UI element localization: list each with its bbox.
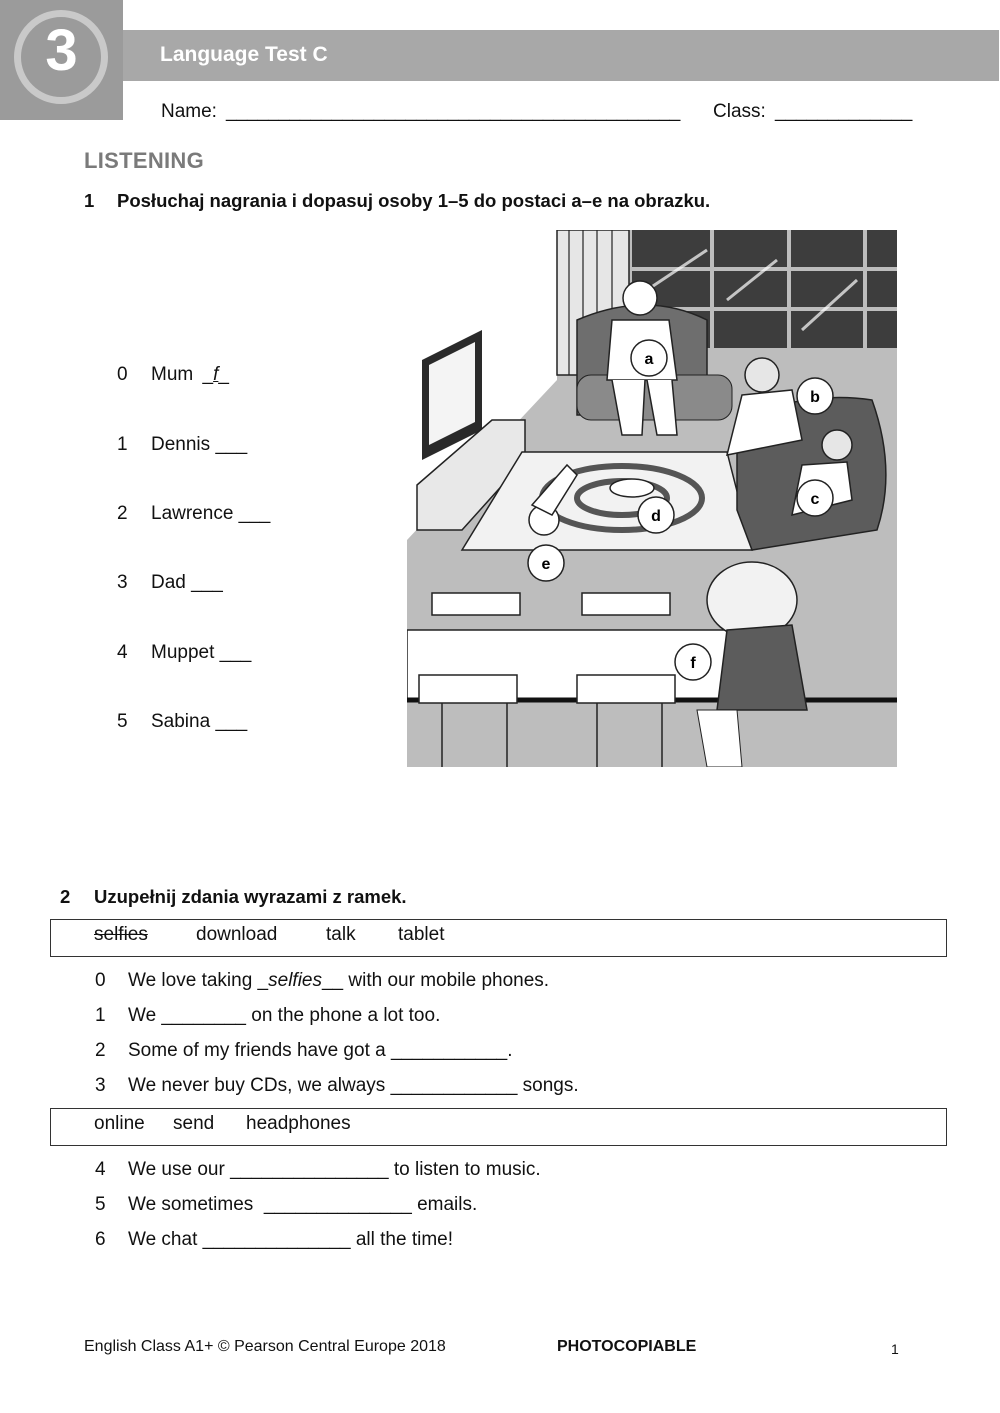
sentence-answer: selfies xyxy=(268,970,322,991)
class-label: Class: xyxy=(713,101,766,122)
sentence-1[interactable] xyxy=(95,1005,895,1029)
sentence-text: We ________ on the phone a lot too. xyxy=(128,1005,441,1026)
sentence-text: We use our _______________ to listen to music. xyxy=(128,1159,541,1180)
person-b-head xyxy=(745,358,779,392)
match-item-number: 5 xyxy=(117,711,128,732)
match-item-5 xyxy=(117,711,247,733)
match-item-number: 0 xyxy=(117,364,128,385)
sentence-5[interactable] xyxy=(95,1194,895,1218)
person-f-body xyxy=(717,625,807,710)
sentence-0 xyxy=(95,970,895,994)
match-item-number: 2 xyxy=(117,503,128,524)
word-box-item: download xyxy=(196,924,278,945)
sentence-text: Some of my friends have got a ___________. xyxy=(128,1040,513,1061)
picture-label-e xyxy=(528,545,564,581)
match-item-blank[interactable]: ___ xyxy=(238,503,271,524)
match-item-2 xyxy=(117,503,270,525)
picture-label-a xyxy=(631,340,667,376)
sentence-4[interactable] xyxy=(95,1159,895,1183)
task-2-number: 2 xyxy=(60,886,71,907)
word-box-item: online xyxy=(94,1113,145,1134)
picture-label-c xyxy=(797,480,833,516)
match-item-blank[interactable]: ___ xyxy=(219,642,252,663)
class-field[interactable]: _____________ xyxy=(775,101,913,122)
footer-copyright: English Class A1+ © Pearson Central Europe 2018 xyxy=(84,1338,446,1355)
sentence-2[interactable] xyxy=(95,1040,895,1064)
picture-label-e-text: e xyxy=(541,556,551,573)
match-item-name: Lawrence xyxy=(151,503,234,524)
sentence-text: We never buy CDs, we always ____________ songs. xyxy=(128,1075,579,1096)
sentence-text-after: __ with our mobile phones. xyxy=(321,970,550,991)
task-1-instruction: Posłuchaj nagrania i dopasuj osoby 1–5 do postaci a–e na obrazku. xyxy=(117,190,711,211)
match-item-4 xyxy=(117,642,251,664)
word-box-1 xyxy=(50,919,947,957)
sentence-text xyxy=(128,970,549,992)
task-2-instruction: Uzupełnij zdania wyrazami z ramek. xyxy=(94,886,407,907)
word-box-item: tablet xyxy=(398,924,445,945)
unit-number: 3 xyxy=(45,18,78,83)
match-item-name: Dad xyxy=(151,572,186,593)
match-item-1 xyxy=(117,434,247,456)
sentence-6[interactable] xyxy=(95,1229,895,1253)
picture-label-d-text: d xyxy=(651,508,661,525)
picture-label-a-text: a xyxy=(644,351,654,368)
footer-photocopiable: PHOTOCOPIABLE xyxy=(557,1338,697,1355)
cat-d xyxy=(610,479,654,497)
word-box-item: selfies xyxy=(94,924,148,945)
match-item-blank[interactable]: ___ xyxy=(215,711,248,732)
match-item-name: Muppet xyxy=(151,642,215,663)
match-item-blank[interactable]: ___ xyxy=(215,434,248,455)
picture-label-b xyxy=(797,378,833,414)
living-room-illustration xyxy=(407,230,897,767)
unit-badge xyxy=(0,0,123,120)
sentence-text: We chat ______________ all the time! xyxy=(128,1229,453,1250)
match-item-blank[interactable]: ___ xyxy=(191,572,223,593)
name-field[interactable]: ___________________________________________ xyxy=(226,101,681,122)
sentence-number: 1 xyxy=(95,1005,106,1026)
name-label: Name: xyxy=(161,101,217,122)
match-item-3 xyxy=(117,572,223,594)
sentence-number: 6 xyxy=(95,1229,106,1250)
section-heading-listening: LISTENING xyxy=(84,148,205,173)
picture-label-c-text: c xyxy=(810,491,820,508)
match-item-answer-pre: _ xyxy=(202,364,214,385)
match-item-0 xyxy=(117,364,229,386)
sentence-text-before: We love taking _ xyxy=(128,970,269,991)
task-1-number: 1 xyxy=(84,190,95,211)
picture-label-b-text: b xyxy=(810,389,820,406)
match-item-name: Sabina xyxy=(151,711,211,732)
word-box-item: headphones xyxy=(246,1113,351,1134)
sentence-3[interactable] xyxy=(95,1075,895,1099)
sentence-text: We sometimes ______________ emails. xyxy=(128,1194,478,1215)
word-box-item: send xyxy=(173,1113,215,1134)
match-item-number: 3 xyxy=(117,572,128,593)
match-item-name: Mum xyxy=(151,364,194,385)
person-c-head xyxy=(822,430,852,460)
match-item-answer-post: _ xyxy=(218,364,229,385)
match-item-number: 4 xyxy=(117,642,128,663)
word-box-2 xyxy=(50,1108,947,1146)
footer-page-number: 1 xyxy=(891,1341,899,1357)
picture-label-d xyxy=(638,497,674,533)
sentence-number: 4 xyxy=(95,1159,106,1180)
picture-label-f xyxy=(675,644,711,680)
sentence-number: 3 xyxy=(95,1075,106,1096)
word-box-item: talk xyxy=(326,924,356,945)
person-a-head xyxy=(623,281,657,315)
sentence-number: 5 xyxy=(95,1194,106,1215)
match-item-name: Dennis xyxy=(151,434,211,455)
match-item-number: 1 xyxy=(117,434,128,455)
test-title: Language Test C xyxy=(160,43,328,66)
sentence-number: 0 xyxy=(95,970,106,991)
picture-label-f-text: f xyxy=(690,655,696,672)
sentence-number: 2 xyxy=(95,1040,106,1061)
match-item-answer: f xyxy=(213,364,219,385)
